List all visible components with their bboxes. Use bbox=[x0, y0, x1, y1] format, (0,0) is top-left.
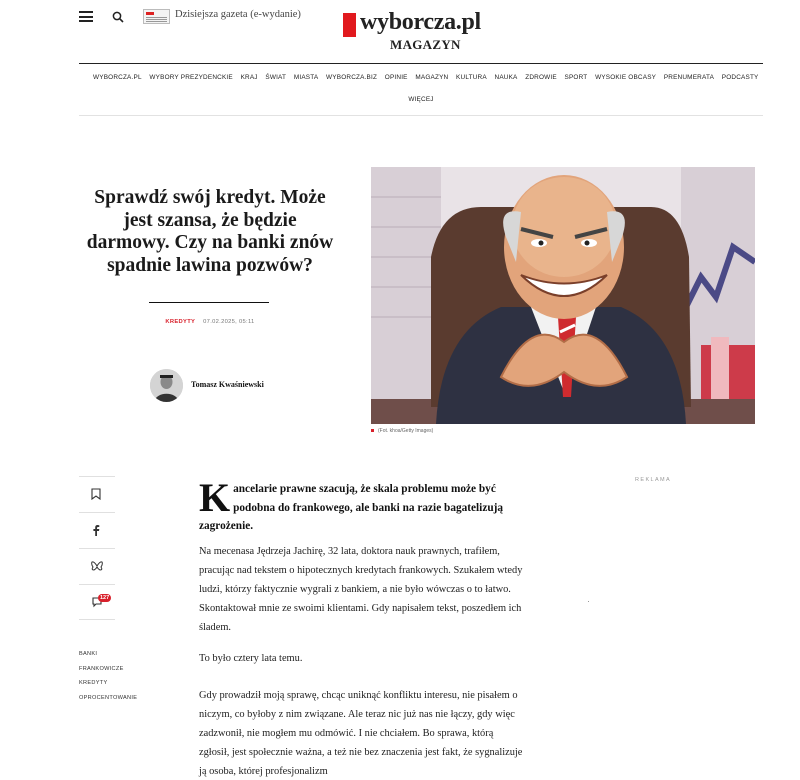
category-link[interactable]: KREDYTY bbox=[165, 319, 196, 325]
tag-list bbox=[79, 647, 137, 705]
logo-red-mark bbox=[343, 13, 356, 37]
header-divider bbox=[79, 63, 763, 64]
drop-cap: K bbox=[199, 475, 231, 520]
tag-link[interactable]: OPROCENTOWANIE bbox=[79, 694, 138, 701]
newspaper-thumbnail[interactable] bbox=[143, 9, 170, 24]
publish-date: 07.02.2025, 05:11 bbox=[203, 319, 255, 325]
share-facebook-button[interactable] bbox=[79, 512, 115, 548]
nav-item-miasta[interactable]: MIASTA bbox=[293, 73, 319, 81]
article-meta bbox=[80, 319, 340, 325]
nav-divider bbox=[79, 115, 763, 116]
facebook-icon bbox=[91, 524, 101, 536]
article-lead bbox=[199, 475, 524, 536]
nav-item-prenumerata[interactable]: PRENUMERATA bbox=[663, 73, 715, 81]
comments-button[interactable] bbox=[79, 584, 115, 620]
lead-text: ancelarie prawne szacują, że skala problemu może być podobna do frankowego, ale banki na razie bagatelizują zagrożenie. bbox=[199, 483, 504, 532]
nav-item-zdrowie[interactable]: ZDROWIE bbox=[525, 73, 557, 81]
image-caption: (Fot. khoa/Getty Images) bbox=[371, 428, 433, 434]
nav-item-wyborcza[interactable]: WYBORCZA.PL bbox=[93, 73, 142, 81]
logo-text: wyborcza.pl bbox=[360, 9, 481, 35]
ad-label: REKLAMA bbox=[635, 477, 672, 483]
menu-icon[interactable] bbox=[79, 11, 93, 22]
nav-item-wybory[interactable]: WYBORY PREZYDENCKIE bbox=[149, 73, 233, 81]
today-paper-link[interactable]: Dzisiejsza gazeta (e-wydanie) bbox=[175, 9, 301, 20]
article-paragraph: Gdy prowadził moją sprawę, chcąc uniknąć konfliktu interesu, nie pisałem o niczym, co byłoby z nim związane. Ale teraz nic już nas nie łączy, gdy więc zadzwonił, nie mogłem mu odmówić. I nie chciałem. Bo sprawa, którą zgłosił, jest społecznie ważna, a też nie bez znaczenia jest fakt, że sygnalizuje ją osoba, której profesjonalizm bbox=[199, 690, 523, 777]
nav-item-kraj[interactable]: KRAJ bbox=[240, 73, 258, 81]
nav-item-nauka[interactable]: NAUKA bbox=[494, 73, 518, 81]
title-rule bbox=[149, 302, 269, 303]
nav-item-swiat[interactable]: ŚWIAT bbox=[265, 73, 287, 81]
article-paragraph: To było cztery lata temu. bbox=[199, 653, 303, 664]
article-title: Sprawdź swój kredyt. Może jest szansa, że będzie darmowy. Czy na banki znów spadnie lawina pozwów? bbox=[86, 187, 334, 276]
site-logo[interactable] bbox=[343, 10, 503, 56]
nav-item-podcasty[interactable]: PODCASTY bbox=[721, 73, 759, 81]
bookmark-button[interactable] bbox=[79, 476, 115, 512]
comments-count-badge: 127 bbox=[100, 595, 110, 601]
top-bar bbox=[0, 0, 800, 64]
nav-item-kultura[interactable]: KULTURA bbox=[456, 73, 487, 81]
nav-item-opinie[interactable]: OPINIE bbox=[384, 73, 408, 81]
share-bluesky-button[interactable] bbox=[79, 548, 115, 584]
ad-placeholder bbox=[588, 601, 589, 602]
author-avatar[interactable] bbox=[150, 369, 183, 402]
nav-item-sport[interactable]: SPORT bbox=[564, 73, 588, 81]
article-tools bbox=[79, 476, 115, 620]
nav-more[interactable]: WIĘCEJ bbox=[408, 96, 434, 103]
tag-link[interactable]: KREDYTY bbox=[79, 680, 108, 686]
bookmark-icon bbox=[91, 488, 101, 500]
nav-item-wyborcza-biz[interactable]: WYBORCZA.BIZ bbox=[326, 73, 378, 81]
hero-illustration bbox=[371, 167, 755, 424]
tag-link[interactable]: FRANKOWICZE bbox=[79, 665, 124, 672]
article-paragraph: Na mecenasa Jędrzeja Jachirę, 32 lata, doktora nauk prawnych, trafiłem, pracując nad tekstem o hipotecznych kredytach frankowych. Szukałem wtedy ludzi, którzy faktycznie wygrali z bankiem, a nie było wówczas o to łatwo. Skontaktował mnie ze swoimi klientami. Gdy napisałem tekst, poszedłem ich śladem. bbox=[199, 546, 523, 633]
search-icon[interactable] bbox=[112, 11, 124, 23]
author-name[interactable]: Tomasz Kwaśniewski bbox=[191, 380, 264, 389]
nav-item-wysokie-obcasy[interactable]: WYSOKIE OBCASY bbox=[595, 73, 657, 81]
logo-subtitle: MAGAZYN bbox=[390, 37, 461, 52]
main-nav bbox=[89, 71, 759, 83]
butterfly-icon bbox=[91, 560, 103, 572]
tag-link[interactable]: BANKI bbox=[79, 651, 98, 657]
nav-item-magazyn[interactable]: MAGAZYN bbox=[415, 73, 449, 81]
